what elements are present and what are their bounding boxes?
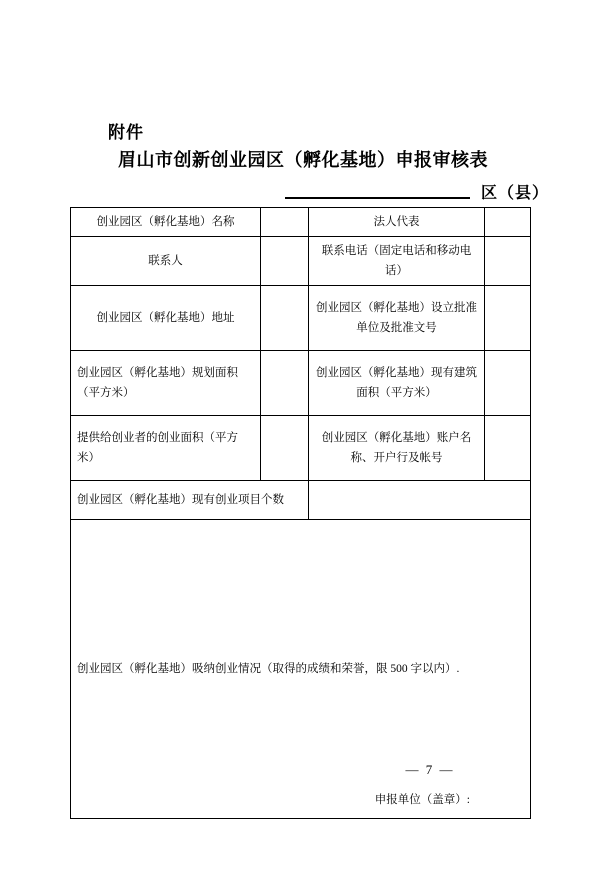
application-form-table [70,207,531,819]
table-row [71,237,531,286]
field-value-contact-phone[interactable] [485,237,531,286]
district-fill-line [285,180,555,204]
attachment-label: 附件 [108,123,144,142]
page-number: — 7 — [405,762,455,777]
field-value-contact-person[interactable] [261,237,309,286]
field-label-approval-authority: 创业园区（孵化基地）设立批准单位及批准文号 [309,286,485,351]
field-label-bank-account: 创业园区（孵化基地）账户名称、开户行及帐号 [309,416,485,481]
district-blank-underline[interactable] [285,197,470,199]
field-label-planned-area: 创业园区（孵化基地）规划面积（平方米） [71,351,261,416]
summary-label: 创业园区（孵化基地）吸纳创业情况（取得的成绩和荣誉，限 500 字以内）. [77,663,460,676]
table-row [71,286,531,351]
field-value-bank-account[interactable] [485,416,531,481]
field-value-park-address[interactable] [261,286,309,351]
table-row [71,416,531,481]
field-label-provided-area: 提供给创业者的创业面积（平方米） [71,416,261,481]
field-value-approval-authority[interactable] [485,286,531,351]
field-value-provided-area[interactable] [261,416,309,481]
seal-label: 申报单位（盖章）: [374,794,470,807]
table-row [71,208,531,237]
field-value-legal-rep[interactable] [485,208,531,237]
field-label-project-count: 创业园区（孵化基地）现有创业项目个数 [71,481,309,520]
field-label-contact-person: 联系人 [71,237,261,286]
page-title: 眉山市创新创业园区（孵化基地）申报审核表 [118,150,488,170]
page-footer [0,762,600,778]
field-label-park-name: 创业园区（孵化基地）名称 [71,208,261,237]
field-value-planned-area[interactable] [261,351,309,416]
field-label-park-address: 创业园区（孵化基地）地址 [71,286,261,351]
field-value-park-name[interactable] [261,208,309,237]
field-label-contact-phone: 联系电话（固定电话和移动电话） [309,237,485,286]
table-row [71,351,531,416]
table-row [71,481,531,520]
field-label-legal-rep: 法人代表 [309,208,485,237]
field-value-built-area[interactable] [485,351,531,416]
field-value-project-count[interactable] [309,481,531,520]
field-label-built-area: 创业园区（孵化基地）现有建筑面积（平方米） [309,351,485,416]
district-label: 区（县） [481,185,550,202]
